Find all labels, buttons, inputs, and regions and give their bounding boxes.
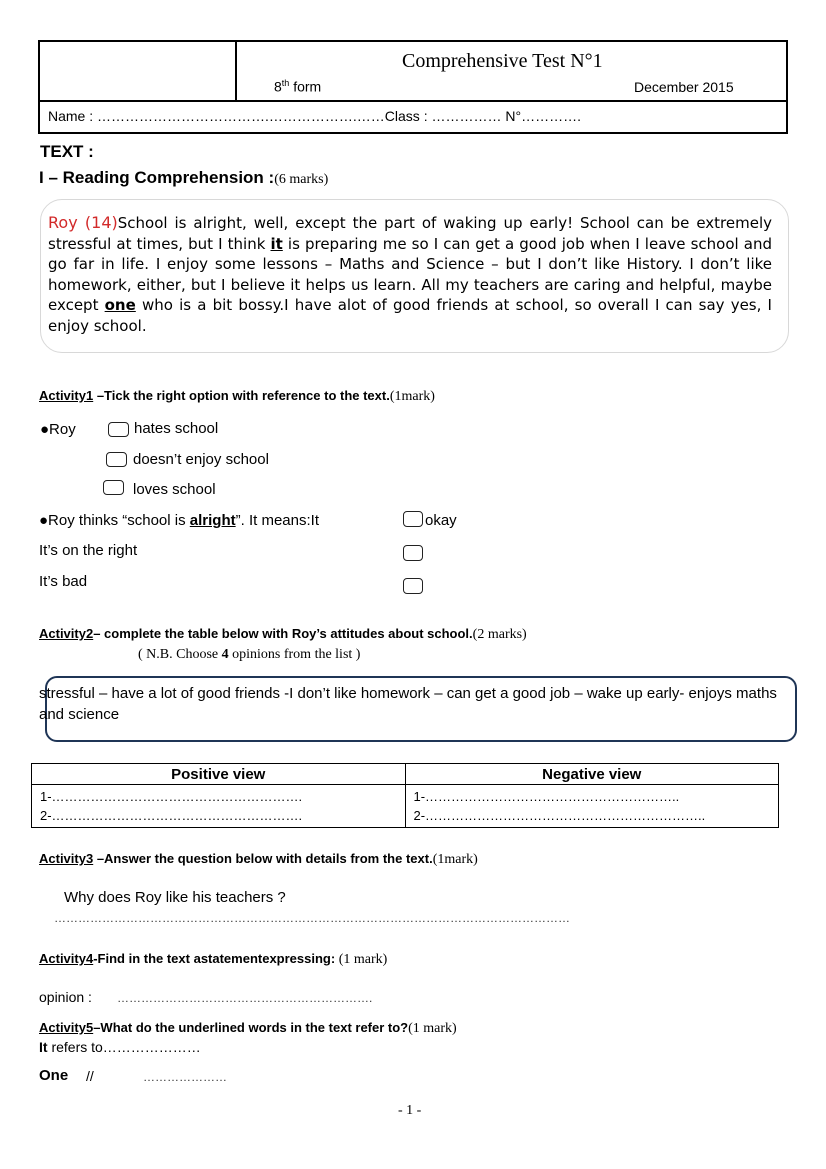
activity2-heading [39,626,527,643]
checkbox-on-the-right[interactable] [403,545,423,561]
activity2-marks: (2 marks) [472,627,527,642]
form-number: 8 [274,78,282,95]
positive-view-cell[interactable] [32,785,406,828]
option-its-bad: It’s bad [39,573,88,590]
passage-part-2: is preparing me so I can get a good job when I leave school and go far in life. I enjoy some lessons – Maths and Science – but I don’t like History. I don’t like homework, either, but I believe it helps us learn. All my teachers are caring and helpful, maybe except [48,234,772,314]
option-okay: okay [425,512,457,529]
option-doesnt-enjoy-school: doesn’t enjoy school [133,451,269,468]
activity2-note [138,647,360,663]
underlined-word-one: one [104,296,136,314]
q1-lead: ●Roy [40,421,76,438]
activity5-heading [39,1020,457,1037]
reading-marks: (6 marks) [274,172,329,187]
checkbox-loves-school[interactable] [103,480,124,495]
activity1-instruction: –Tick the right option with reference to the text. [93,388,390,403]
note-number: 4 [221,647,229,662]
passage-part-3: who is a bit bossy.I have alot of good friends at school, so overall I can say yes, I enjoy school. [48,296,772,335]
reading-heading-text: I – Reading Comprehension : [39,168,275,187]
it-refers-rest: refers to………………… [47,1039,201,1055]
note-pre: ( N.B. Choose [138,647,222,662]
negative-line-2[interactable]: 2-……………………………………………………….. [413,808,706,823]
positive-line-1[interactable]: 1-…………………………………………………. [40,789,303,804]
activity1-heading [39,388,435,405]
checkbox-doesnt-enjoy-school[interactable] [106,452,127,467]
header-divider [40,100,786,102]
negative-line-1[interactable]: 1-………………………………………………….. [413,789,680,804]
opinion-answer-line[interactable]: ………………………………………………………. [117,991,373,1005]
option-hates-school: hates school [134,420,219,437]
activity1-label: Activity1 [39,388,94,403]
checkbox-hates-school[interactable] [108,422,129,437]
q2-post: ”. It means:It [235,512,319,529]
one-word: One [39,1067,69,1084]
activity3-instruction: –Answer the question below with details from the text. [93,851,433,866]
activity4-instruction: -Find in the text astatementexpressing: [93,951,336,966]
activity1-marks: (1mark) [389,389,435,404]
passage-part-1: School is alright, well, except the part of waking up early! School can be extremely stressful at times, but I think [48,214,772,253]
activity3-heading [39,851,478,868]
table-row [32,785,779,828]
form-word: form [293,78,322,95]
activity4-heading [39,951,387,968]
option-on-the-right: It’s on the right [39,542,138,559]
q2-pre: ●Roy thinks “school is [39,512,190,529]
activity3-question: Why does Roy like his teachers ? [64,889,286,906]
activity4-marks: (1 mark) [335,952,388,967]
checkbox-its-bad[interactable] [403,578,423,594]
activity3-label: Activity3 [39,851,94,866]
one-ditto: // [86,1068,94,1084]
activity5-marks: (1 mark) [408,1021,457,1036]
opinion-label: opinion : [39,989,92,1005]
activity3-answer-line[interactable]: ………………………………………………………………………………………………………………… [54,911,570,925]
test-date: December 2015 [634,79,734,95]
activity4-label: Activity4 [39,951,94,966]
test-title: Comprehensive Test N°1 [402,50,603,72]
note-post: opinions from the list ) [228,647,361,662]
it-refers-line[interactable] [39,1039,201,1055]
positive-line-2[interactable]: 2-…………………………………………………. [40,808,303,823]
header-left-cell [40,42,237,100]
checkbox-okay[interactable] [403,511,423,527]
q2-text [39,512,319,529]
one-answer-line[interactable]: ………………… [143,1070,227,1084]
negative-view-cell[interactable] [405,785,779,828]
header-box [38,40,788,134]
text-heading: TEXT : [40,142,94,161]
activity5-instruction: –What do the underlined words in the text refer to? [93,1020,409,1035]
views-table [31,763,779,828]
reading-passage [48,213,772,336]
page-number: - 1 - [398,1103,422,1118]
option-loves-school: loves school [133,481,216,498]
negative-view-header: Negative view [405,764,779,785]
underlined-word-it: it [270,234,283,253]
activity2-label: Activity2 [39,626,94,641]
activity3-marks: (1mark) [432,852,478,867]
positive-view-header: Positive view [32,764,406,785]
reading-heading [39,168,328,188]
name-class-line[interactable]: Name : ……………………………….……………….……Class : …………… N°…………. [48,108,581,124]
form-label [274,78,321,95]
form-suffix: th [281,78,290,88]
it-word: It [39,1039,48,1055]
q2-word-alright: alright [189,512,236,529]
activity2-instruction: – complete the table below with Roy’s attitudes about school. [93,626,473,641]
word-list: stressful – have a lot of good friends -I don’t like homework – can get a good job – wake up early- enjoys maths and science [39,685,777,723]
speaker-name: Roy (14) [48,213,118,232]
activity5-label: Activity5 [39,1020,94,1035]
